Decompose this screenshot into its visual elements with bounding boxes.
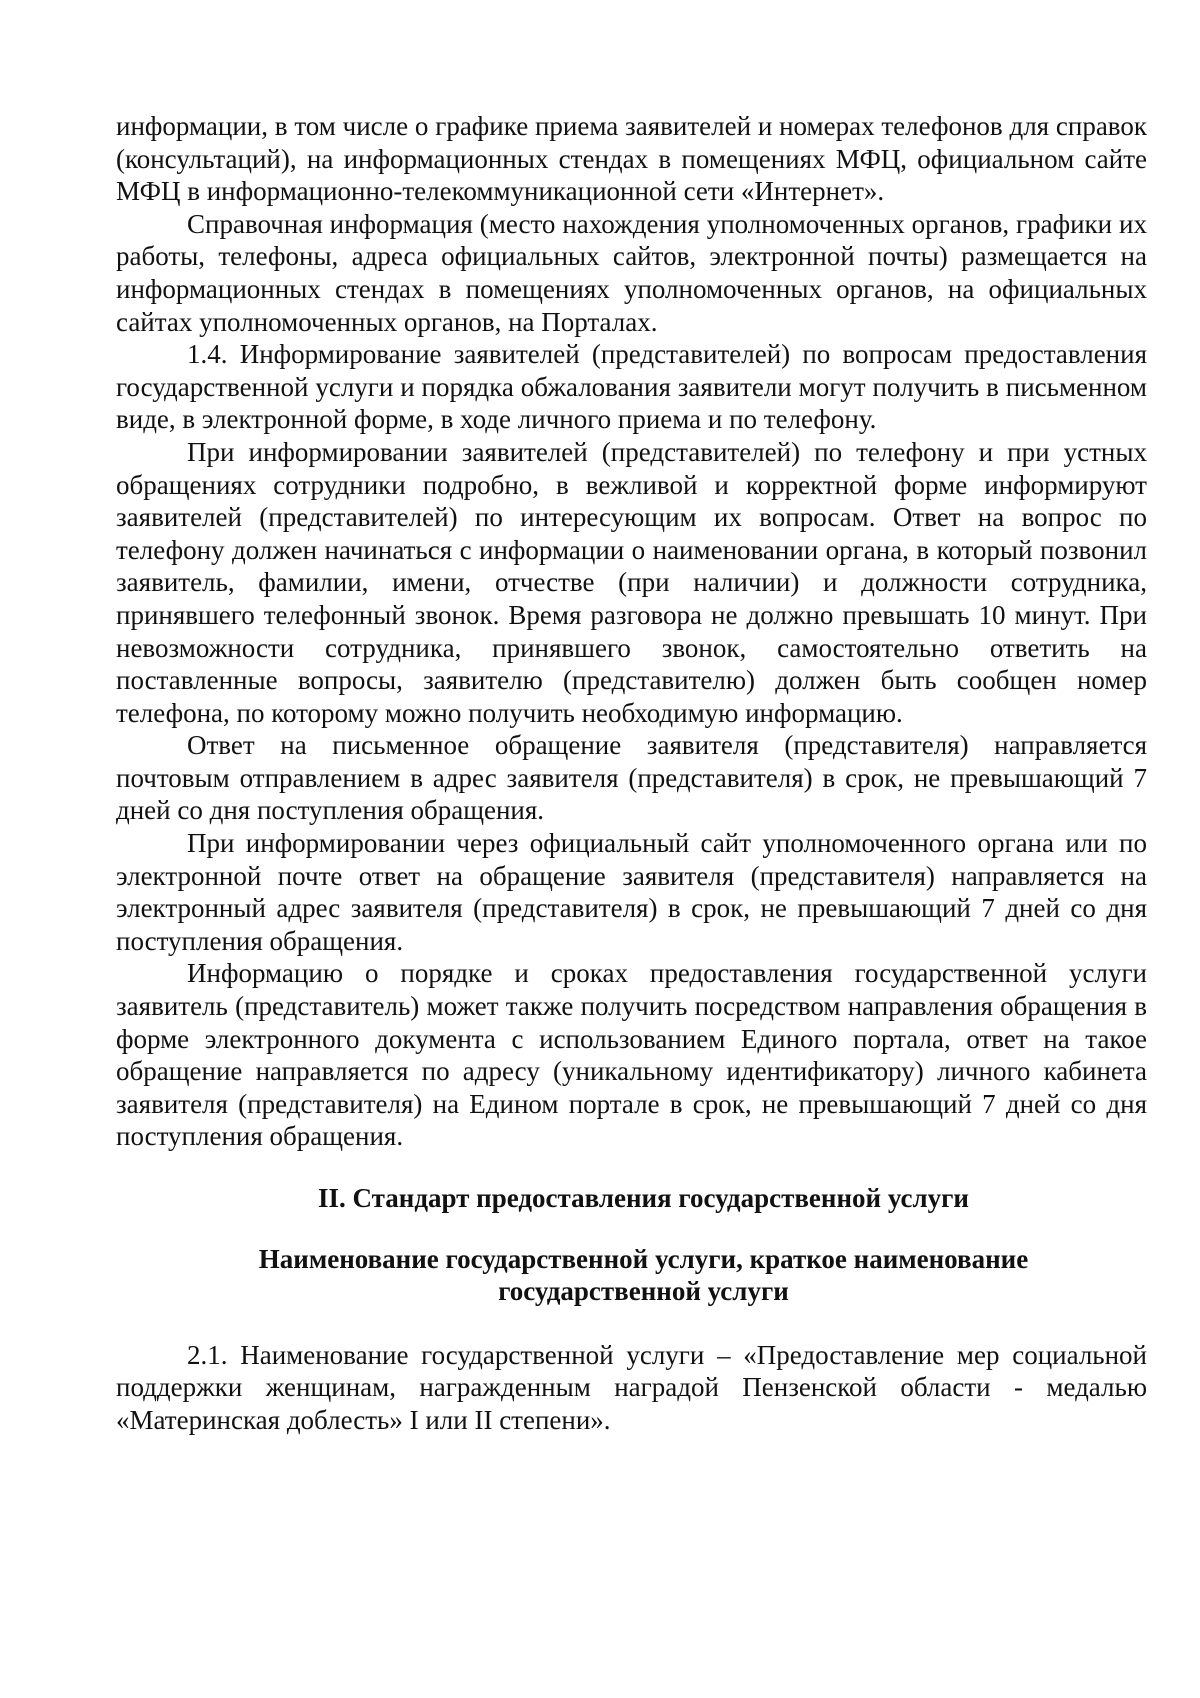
subsection-heading-line-2: государственной услуги: [498, 1276, 789, 1307]
subsection-heading-line-1: Наименование государственной услуги, краткое наименование: [258, 1243, 1029, 1274]
subsection-heading: [116, 1243, 1147, 1308]
section-heading: II. Стандарт предоставления государственной услуги: [318, 1183, 969, 1213]
paragraph-info-continuation: информации, в том числе о графике приема заявителей и номерах телефонов для справок (консультаций), на информационных стендах в помещениях МФЦ, официальном сайте МФЦ в информационно-телекоммуникационной сети «Интернет».: [116, 111, 1147, 207]
paragraph-2-1: 2.1. Наименование государственной услуги – «Предоставление мер социальной поддержки женщинам, награжденным наградой Пензенской области - медалью «Материнская доблесть» I или II степени».: [116, 1339, 1147, 1435]
paragraph-unified-portal: Информацию о порядке и сроках предоставления государственной услуги заявитель (представитель) может также получить посредством направления обращения в форме электронного документа с использованием Единого портала, ответ на такое обращение направляется по адресу (уникальному идентификатору) личного кабинета заявителя (представителя) на Едином портале в срок, не превышающий 7 дней со дня поступления обращения.: [116, 958, 1147, 1152]
paragraph-phone-informing: При информировании заявителей (представителей) по телефону и при устных обращениях сотрудники подробно, в вежливой и корректной форме информируют заявителей (представителей) по интересующим их вопросам. Ответ на вопрос по телефону должен начинаться с информации о наименовании органа, в который позвонил заявитель, фамилии, имени, отчестве (при наличии) и должности сотрудника, принявшего телефонный звонок. Время разговора не должно превышать 10 минут. При невозможности сотрудника, принявшего звонок, самостоятельно ответить на поставленные вопросы, заявителю (представителю) должен быть сообщен номер телефона, по которому можно получить необходимую информацию.: [116, 436, 1147, 728]
paragraph-written-answer: Ответ на письменное обращение заявителя (представителя) направляется почтовым отправлением в адрес заявителя (представителя) в срок, не превышающий 7 дней со дня поступления обращения.: [116, 730, 1147, 826]
document-page: [116, 110, 1147, 1437]
paragraph-reference-info: Справочная информация (место нахождения уполномоченных органов, графики их работы, телефоны, адреса официальных сайтов, электронной почты) размещается на информационных стендах в помещениях уполномоченных органов, на официальных сайтах уполномоченных органов, на Порталах.: [116, 208, 1147, 337]
paragraph-1-4: 1.4. Информирование заявителей (представителей) по вопросам предоставления государственной услуги и порядка обжалования заявители могут получить в письменном виде, в электронной форме, в ходе личного приема и по телефону.: [116, 339, 1147, 435]
paragraph-website-email: При информировании через официальный сайт уполномоченного органа или по электронной почте ответ на обращение заявителя (представителя) направляется на электронный адрес заявителя (представителя) в срок, не превышающий 7 дней со дня поступления обращения.: [116, 828, 1147, 956]
